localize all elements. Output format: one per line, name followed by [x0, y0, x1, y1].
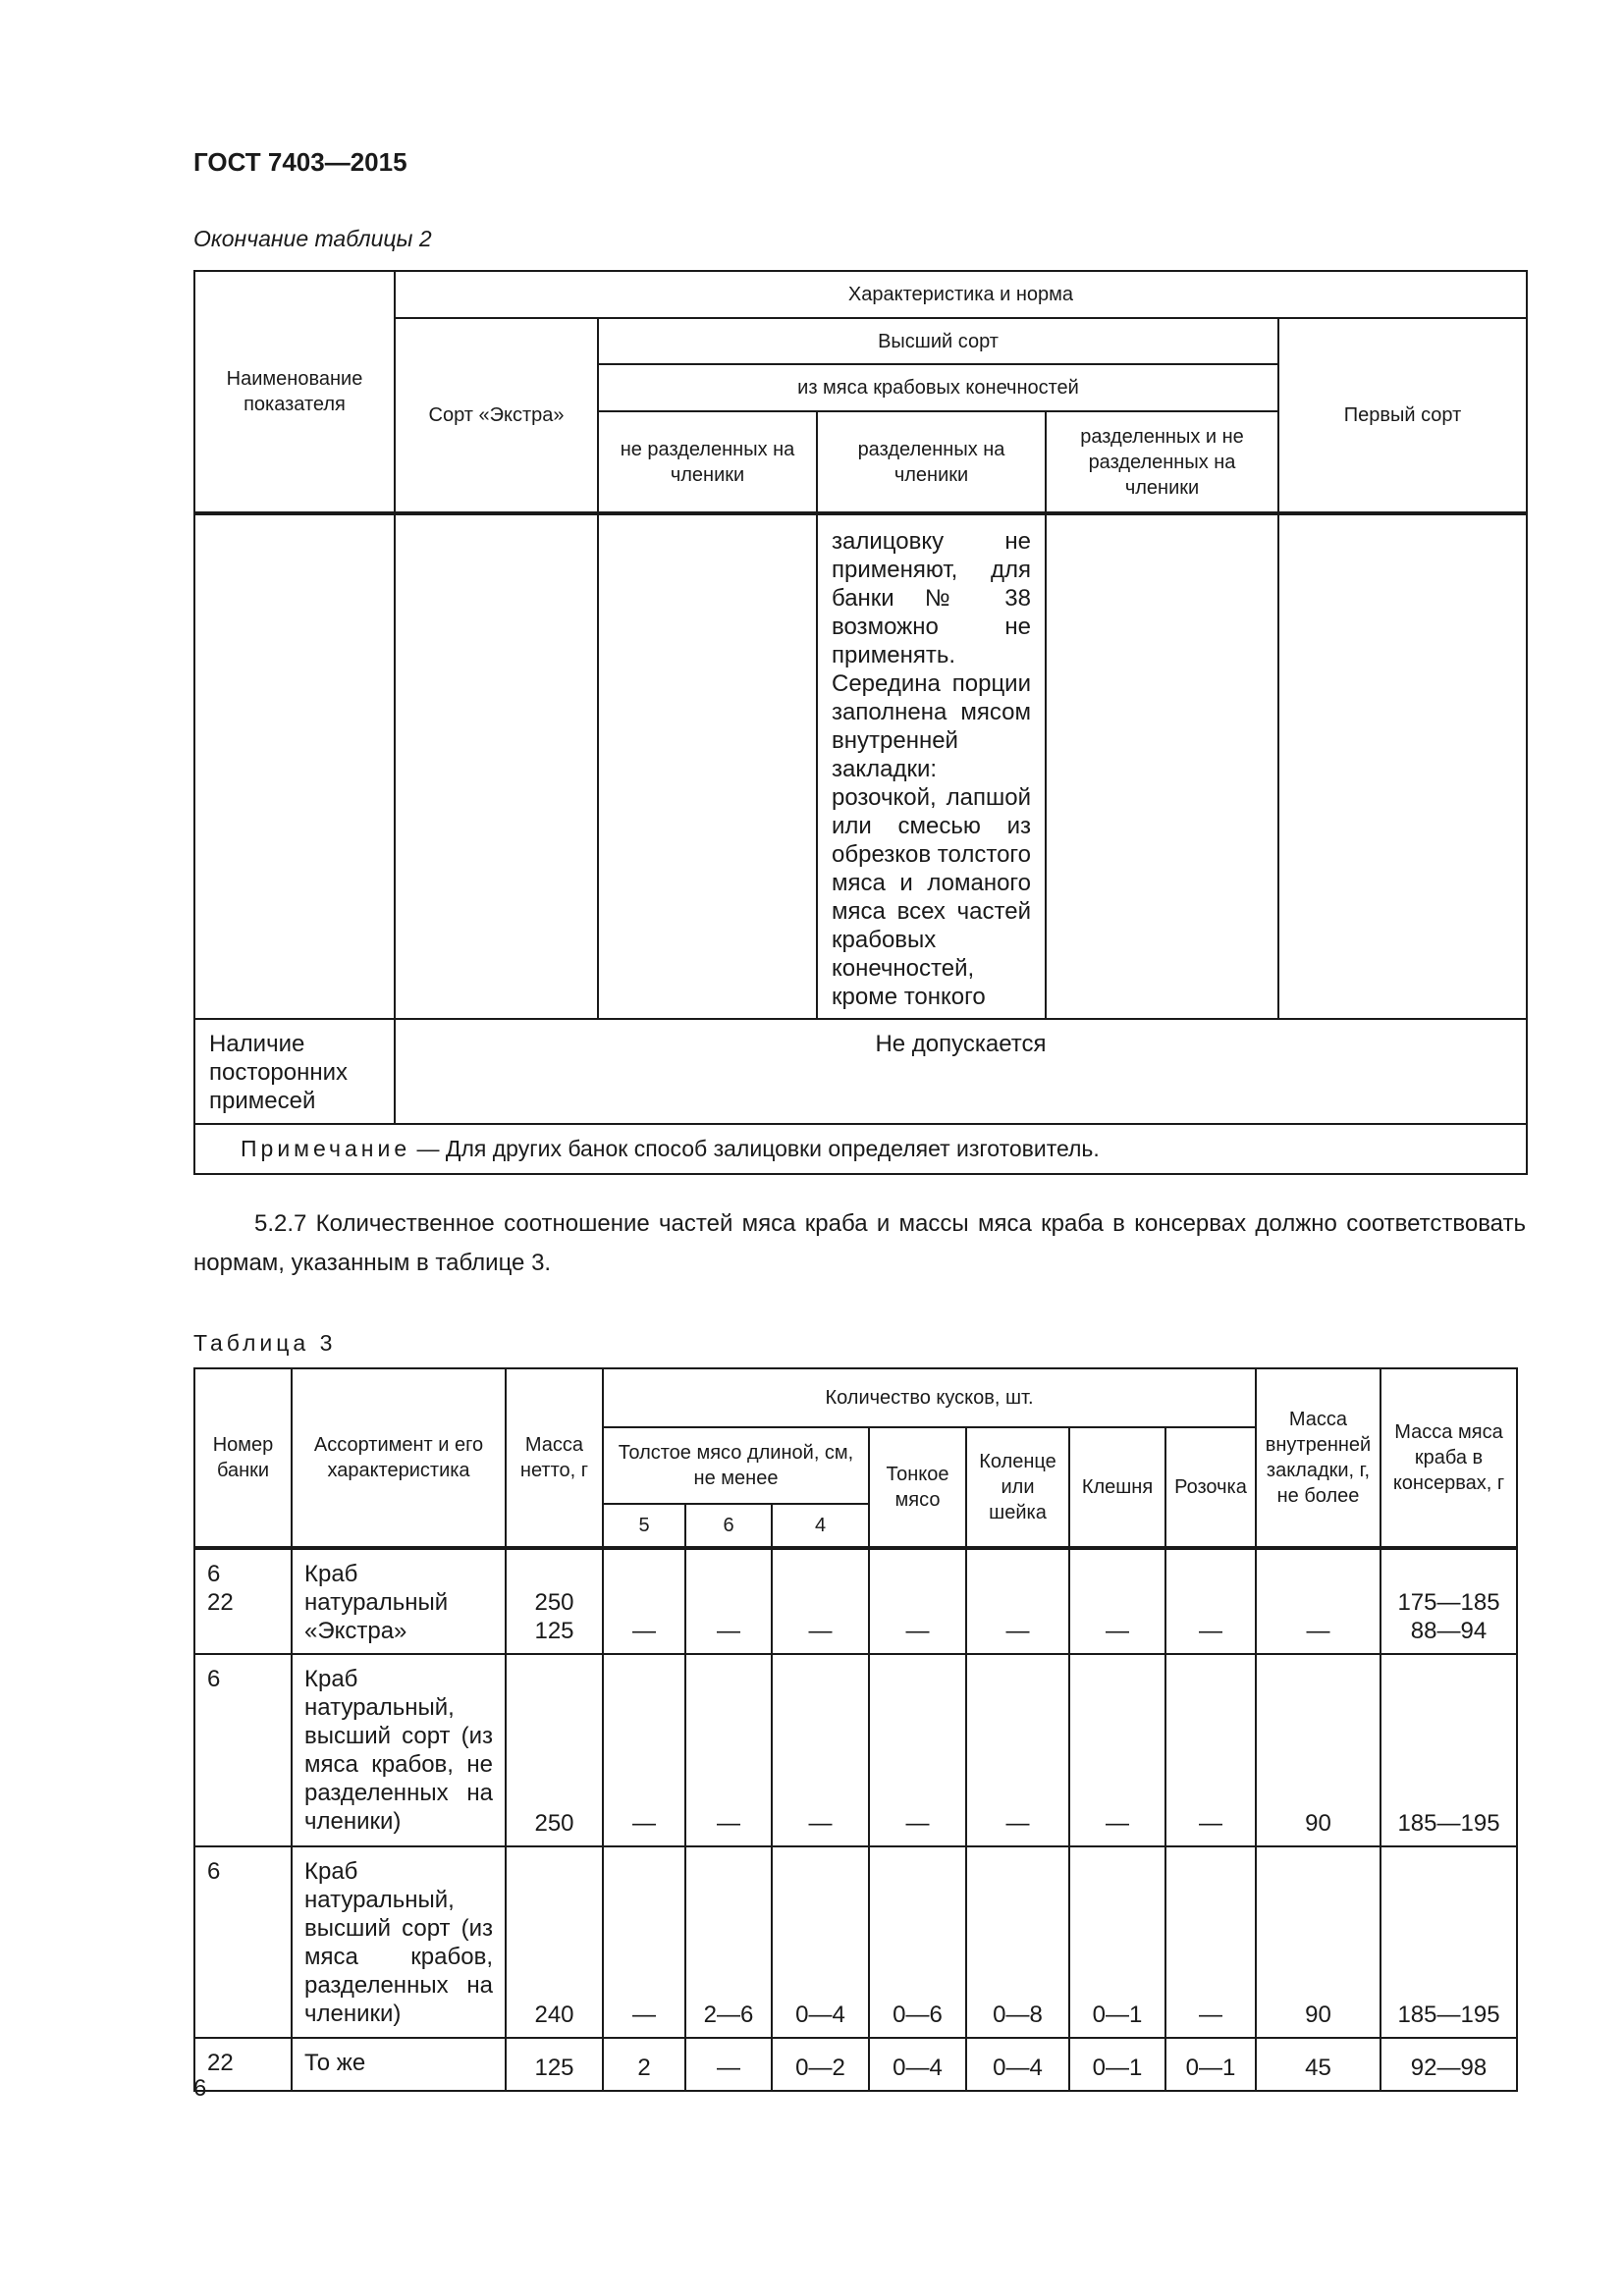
assortment-cell: Краб натуральный, высший сорт (из мяса крабов, не разделенных на членики)	[292, 1654, 506, 1846]
thick-4-cell: —	[772, 1548, 869, 1654]
crab-mass-cell: 185—195	[1380, 1846, 1517, 2038]
thick-6-cell: 2—6	[685, 1846, 772, 2038]
inner-mass-cell: 45	[1256, 2038, 1380, 2091]
knee-cell: —	[966, 1548, 1069, 1654]
rose-cell: —	[1165, 1548, 1256, 1654]
thick-5-cell: —	[603, 1548, 685, 1654]
claw-cell: —	[1069, 1548, 1165, 1654]
table2-note	[194, 1124, 1527, 1174]
header-can-number: Номер банки	[194, 1368, 292, 1548]
header-from-limbs: из мяса крабовых конечностей	[598, 364, 1278, 411]
impurities-value: Не допускается	[395, 1019, 1527, 1124]
header-first-grade: Первый сорт	[1278, 318, 1527, 513]
empty-cell	[598, 513, 817, 1019]
net-mass-cell: 240	[506, 1846, 603, 2038]
crab-mass-cell: 175—185 88—94	[1380, 1548, 1517, 1654]
table3-caption: Таблица 3	[193, 1330, 337, 1356]
rose-cell: —	[1165, 1654, 1256, 1846]
header-assortment: Ассортимент и его характеристика	[292, 1368, 506, 1548]
assortment-cell: Краб натуральный «Экстра»	[292, 1548, 506, 1654]
thick-4-cell: 0—2	[772, 2038, 869, 2091]
inner-mass-cell: —	[1256, 1548, 1380, 1654]
header-knee: Коленце или шейка	[966, 1427, 1069, 1548]
thick-5-cell: —	[603, 1654, 685, 1846]
rose-cell: 0—1	[1165, 2038, 1256, 2091]
claw-cell: —	[1069, 1654, 1165, 1846]
header-thin-meat: Тонкое мясо	[869, 1427, 966, 1548]
table3-row	[194, 1654, 1517, 1846]
header-rose: Розочка	[1165, 1427, 1256, 1548]
empty-cell	[194, 513, 395, 1019]
table3-row	[194, 1548, 1517, 1654]
inner-mass-cell: 90	[1256, 1846, 1380, 2038]
header-claw: Клешня	[1069, 1427, 1165, 1548]
table-3	[193, 1367, 1518, 2092]
table2-caption: Окончание таблицы 2	[193, 226, 432, 251]
can-number-cell: 22	[194, 2038, 292, 2091]
header-extra-grade: Сорт «Экстра»	[395, 318, 598, 513]
can-number-cell: 6	[194, 1846, 292, 2038]
empty-cell	[1046, 513, 1278, 1019]
empty-cell	[1278, 513, 1527, 1019]
assortment-cell: Краб натуральный, высший сорт (из мяса крабов, разделенных на членики)	[292, 1846, 506, 2038]
header-thick-5: 5	[603, 1504, 685, 1548]
table3-row	[194, 2038, 1517, 2091]
thick-5-cell: —	[603, 1846, 685, 2038]
header-crab-mass: Масса мяса краба в консервах, г	[1380, 1368, 1517, 1548]
header-both: разделенных и не разделенных на членики	[1046, 411, 1278, 513]
inner-mass-cell: 90	[1256, 1654, 1380, 1846]
assortment-cell: То же	[292, 2038, 506, 2091]
continuation-text-cell: залицовку не применяют, для банки № 38 возможно не применять. Середина порции заполнена мясом внутренней закладки: розочкой, лапшой или смесью из обрезков толстого мяса и ломаного мяса всех частей крабовых конечностей, кроме тонкого	[817, 513, 1046, 1019]
knee-cell: 0—8	[966, 1846, 1069, 2038]
net-mass-cell: 125	[506, 2038, 603, 2091]
thin-meat-cell: —	[869, 1654, 966, 1846]
thin-meat-cell: 0—4	[869, 2038, 966, 2091]
header-thick-meat: Толстое мясо длиной, см, не менее	[603, 1427, 869, 1504]
impurities-label: Наличие посторонних примесей	[194, 1019, 395, 1124]
claw-cell: 0—1	[1069, 2038, 1165, 2091]
header-thick-4: 4	[772, 1504, 869, 1548]
claw-cell: 0—1	[1069, 1846, 1165, 2038]
header-divided: разделенных на членики	[817, 411, 1046, 513]
header-pieces: Количество кусков, шт.	[603, 1368, 1256, 1427]
note-word: Примечание	[241, 1136, 411, 1161]
header-indicator: Наименование показателя	[194, 271, 395, 513]
rose-cell: —	[1165, 1846, 1256, 2038]
header-characteristic: Характеристика и норма	[395, 271, 1527, 318]
table-2	[193, 270, 1528, 1175]
empty-cell	[395, 513, 598, 1019]
thick-6-cell: —	[685, 1654, 772, 1846]
crab-mass-cell: 92—98	[1380, 2038, 1517, 2091]
page-number: 6	[193, 2075, 207, 2102]
knee-cell: 0—4	[966, 2038, 1069, 2091]
document-header: ГОСТ 7403—2015	[193, 147, 407, 177]
header-not-divided: не разделенных на членики	[598, 411, 817, 513]
net-mass-cell: 250 125	[506, 1548, 603, 1654]
thick-4-cell: 0—4	[772, 1846, 869, 2038]
header-thick-6: 6	[685, 1504, 772, 1548]
thin-meat-cell: 0—6	[869, 1846, 966, 2038]
thick-5-cell: 2	[603, 2038, 685, 2091]
header-highest-grade: Высший сорт	[598, 318, 1278, 364]
crab-mass-cell: 185—195	[1380, 1654, 1517, 1846]
thin-meat-cell: —	[869, 1548, 966, 1654]
table3-row	[194, 1846, 1517, 2038]
header-net-mass: Масса нетто, г	[506, 1368, 603, 1548]
can-number-cell: 6	[194, 1654, 292, 1846]
thick-6-cell: —	[685, 2038, 772, 2091]
paragraph-5-2-7: 5.2.7 Количественное соотношение частей мяса краба и массы мяса краба в консервах должно соответствовать нормам, указанным в таблице 3.	[193, 1210, 1526, 1276]
knee-cell: —	[966, 1654, 1069, 1846]
thick-6-cell: —	[685, 1548, 772, 1654]
header-inner-mass: Масса внутренней закладки, г, не более	[1256, 1368, 1380, 1548]
can-number-cell: 6 22	[194, 1548, 292, 1654]
thick-4-cell: —	[772, 1654, 869, 1846]
note-text: — Для других банок способ залицовки определяет изготовитель.	[410, 1136, 1100, 1161]
net-mass-cell: 250	[506, 1654, 603, 1846]
